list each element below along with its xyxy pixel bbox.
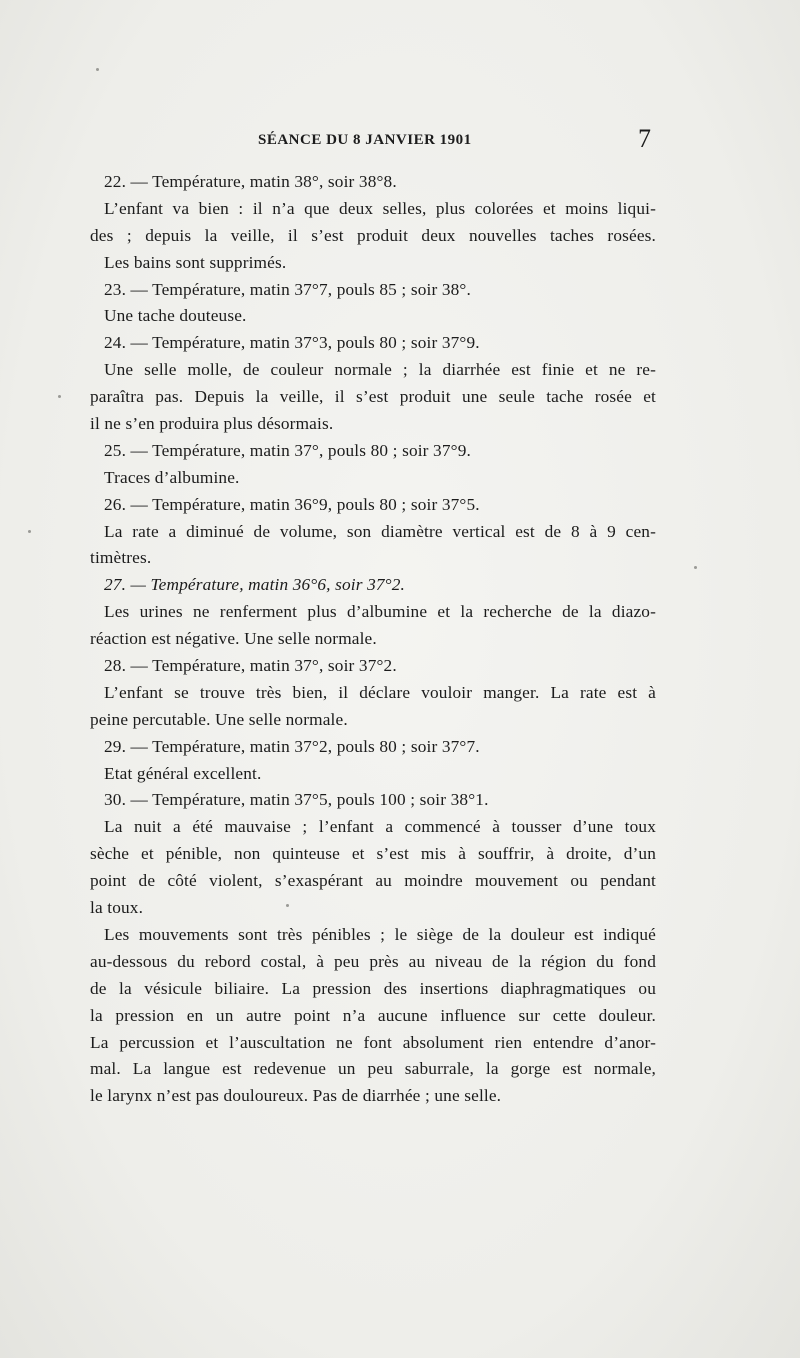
text-line: des ; depuis la veille, il s’est produit deux nouvelles taches rosées. xyxy=(90,225,656,245)
text-line: peine percutable. Une selle normale. xyxy=(90,709,348,729)
text-line: la pression en un autre point n’a aucune influence sur cette douleur. xyxy=(90,1005,656,1025)
text-line: L’enfant va bien : il n’a que deux selles, plus colorées et moins liqui- xyxy=(104,198,656,218)
text-line: il ne s’en produira plus désormais. xyxy=(90,414,334,434)
text-line: point de côté violent, s’exaspérant au moindre mouvement ou pendant xyxy=(90,871,656,891)
text-line: La percussion et l’auscultation ne font absolument rien entendre d’anor- xyxy=(90,1032,656,1052)
paper-speck xyxy=(96,68,99,71)
text-line: timètres. xyxy=(90,548,152,568)
text-line: 29. — Température, matin 37°2, pouls 80 ; soir 37°7. xyxy=(104,736,480,756)
text-line: 24. — Température, matin 37°3, pouls 80 ; soir 37°9. xyxy=(104,333,480,353)
running-title: SÉANCE DU 8 JANVIER 1901 xyxy=(258,132,472,148)
paper-speck xyxy=(28,530,31,533)
text-line: paraîtra pas. Depuis la veille, il s’est produit une seule tache rosée et xyxy=(90,387,656,407)
text-line: Traces d’albumine. xyxy=(104,467,240,487)
text-line: 28. — Température, matin 37°, soir 37°2. xyxy=(104,656,397,676)
text-line: La nuit a été mauvaise ; l’enfant a commencé à tousser d’une toux xyxy=(104,817,656,837)
text-line: réaction est négative. Une selle normale. xyxy=(90,629,377,649)
text-line: Etat général excellent. xyxy=(104,763,262,783)
text-line: 27. — Température, matin 36°6, soir 37°2. xyxy=(104,575,405,595)
text-line: mal. La langue est redevenue un peu saburrale, la gorge est normale, xyxy=(90,1059,656,1079)
text-line: La rate a diminué de volume, son diamètre vertical est de 8 à 9 cen- xyxy=(104,521,656,541)
text-line: 25. — Température, matin 37°, pouls 80 ; soir 37°9. xyxy=(104,440,471,460)
text-line: L’enfant se trouve très bien, il déclare vouloir manger. La rate est à xyxy=(104,682,656,702)
text-line: Les urines ne renferment plus d’albumine et la recherche de la diazo- xyxy=(104,602,656,622)
text-line: 26. — Température, matin 36°9, pouls 80 ; soir 37°5. xyxy=(104,494,480,514)
text-line: le larynx n’est pas douloureux. Pas de diarrhée ; une selle. xyxy=(90,1086,502,1106)
paper-speck xyxy=(694,566,697,569)
text-line: sèche et pénible, non quinteuse et s’est mis à souffrir, à droite, d’un xyxy=(90,844,656,864)
text-line: 22. — Température, matin 38°, soir 38°8. xyxy=(104,172,397,191)
body-text xyxy=(90,169,656,1110)
text-line: au-dessous du rebord costal, à peu près au niveau de la région du fond xyxy=(90,951,656,971)
text-line: Une tache douteuse. xyxy=(104,306,247,326)
text-line: Les bains sont supprimés. xyxy=(104,252,287,272)
text-line: 23. — Température, matin 37°7, pouls 85 ; soir 38°. xyxy=(104,279,471,299)
paper-speck xyxy=(58,395,61,398)
page-number: 7 xyxy=(638,124,651,153)
text-line: 30. — Température, matin 37°5, pouls 100 ; soir 38°1. xyxy=(104,790,489,810)
text-line: de la vésicule biliaire. La pression des insertions diaphragmatiques ou xyxy=(90,978,656,998)
text-line: la toux. xyxy=(90,898,144,918)
page-header xyxy=(90,124,660,164)
text-line: Une selle molle, de couleur normale ; la diarrhée est finie et ne re- xyxy=(104,360,656,380)
text-line: Les mouvements sont très pénibles ; le siège de la douleur est indiqué xyxy=(104,924,656,944)
